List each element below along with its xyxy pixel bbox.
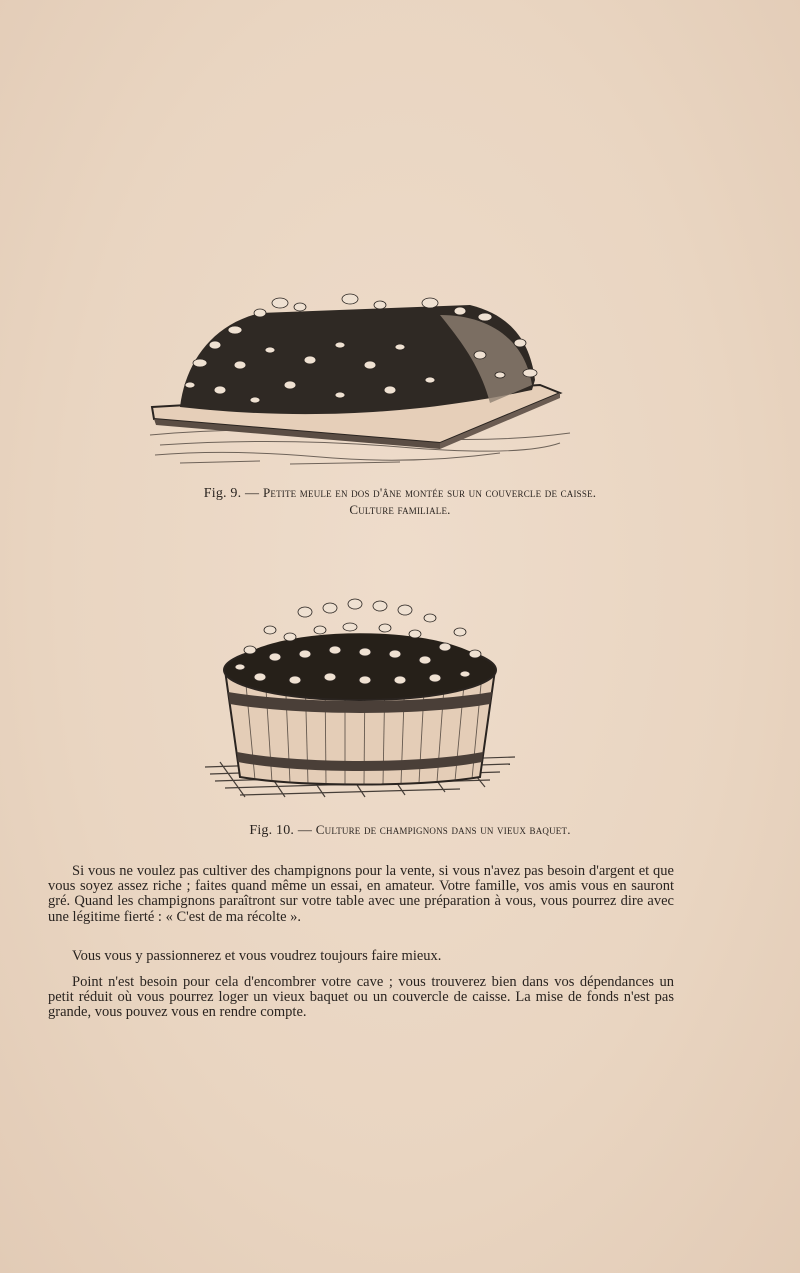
caption-dash: — (241, 486, 263, 501)
mushroom-ridge-bed-illustration (140, 285, 580, 470)
figure-9-caption (40, 485, 760, 518)
body-paragraph-1: Si vous ne voulez pas cultiver des champignons pour la vente, si vous n'avez pas besoin d'argent et que vous soyez assez riche ; faites quand même un essai, en amateur. Votre famille, vos amis vous en sauront gré. Quand les champignons paraîtront sur votre table avec une préparation à vous, vous pourrez dire avec une légitime fierté : « C'est de ma récolte ». (48, 863, 674, 925)
body-paragraph-3: Point n'est besoin pour cela d'encombrer votre cave ; vous trouverez bien dans vos dépendances un petit réduit où vous pourrez loger un vieux baquet ou un couvercle de caisse. La mise de fonds n'est pas grande, vous pouvez vous en rendre compte. (48, 974, 674, 1021)
figure-9-title: Petite meule en dos d'âne montée sur un couvercle de caisse. (262, 485, 597, 500)
figure-9-number: Fig. 9. (203, 486, 242, 501)
figure-10-caption (60, 822, 760, 839)
mushroom-tub-illustration (200, 592, 520, 810)
figure-10-number: Fig. 10. (249, 823, 295, 838)
figure-10-title: Culture de champignons dans un vieux baquet. (315, 822, 571, 837)
figure-9-caption-line1 (40, 485, 760, 502)
body-paragraph-2: Vous vous y passionnerez et vous voudrez toujours faire mieux. (72, 948, 442, 964)
figure-9-caption-line2: Culture familiale. (349, 502, 451, 517)
caption-dash: — (294, 823, 316, 838)
